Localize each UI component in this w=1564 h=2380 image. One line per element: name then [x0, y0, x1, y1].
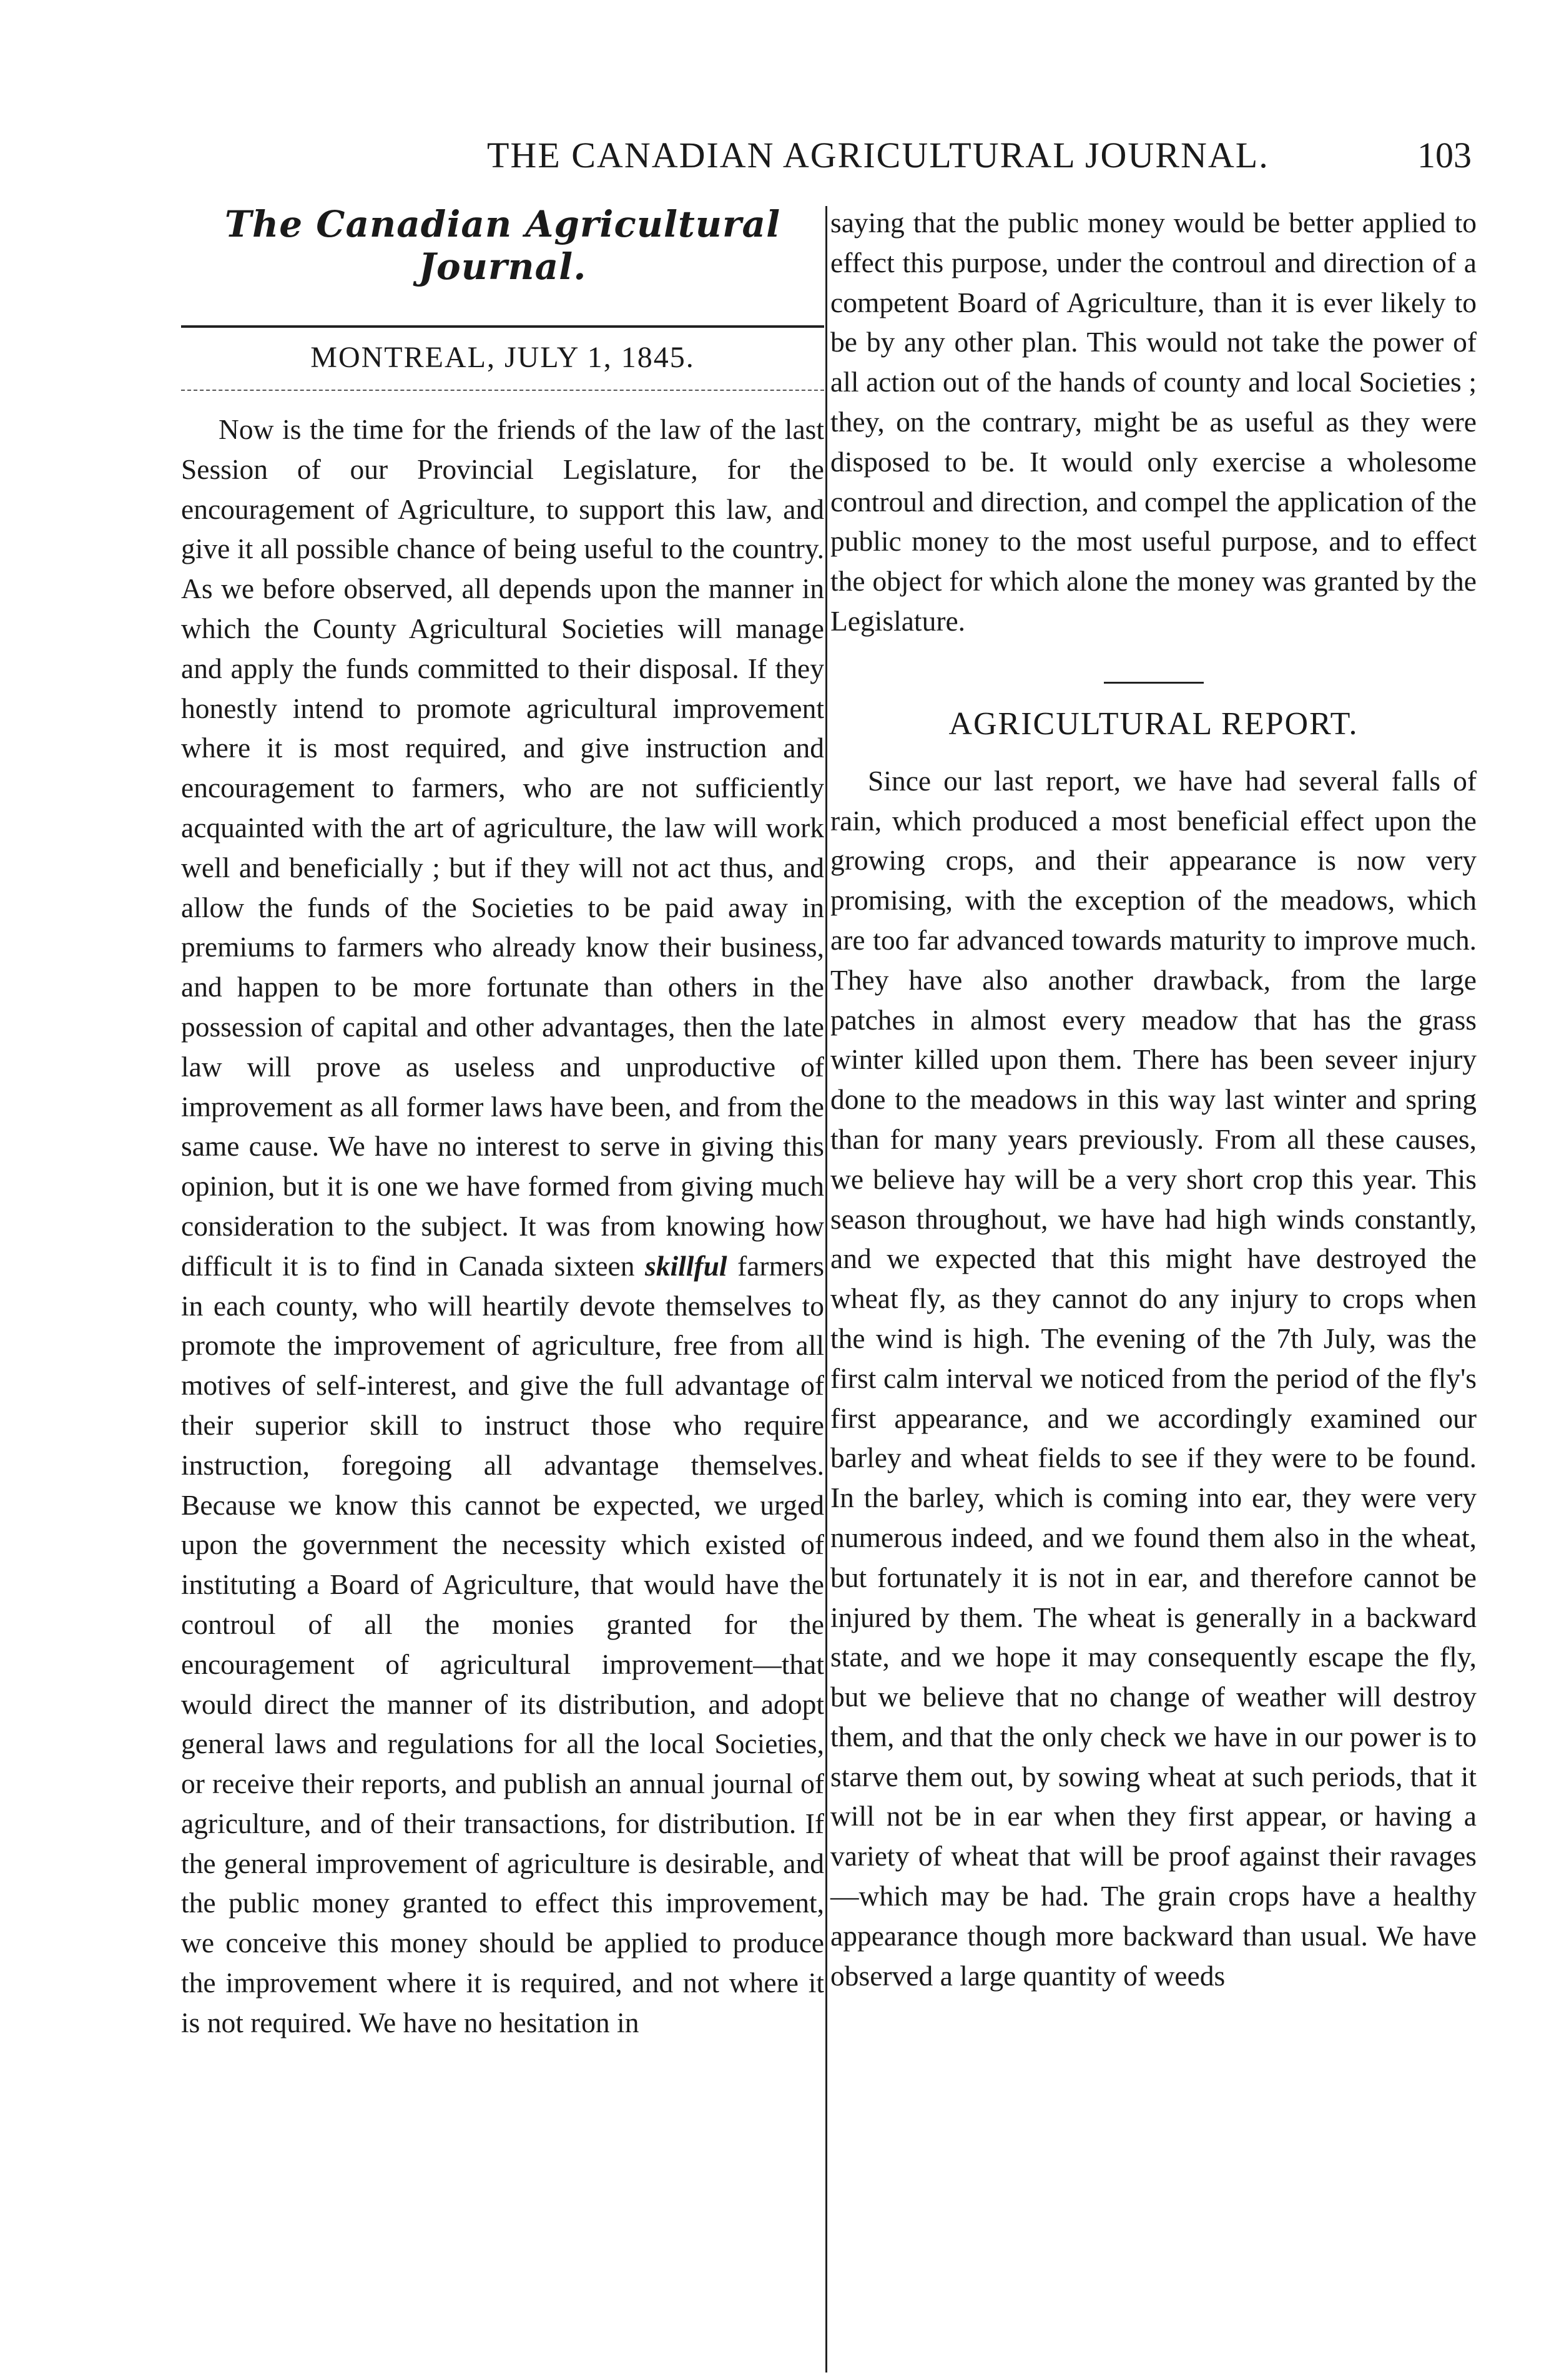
page-number: 103: [1417, 135, 1472, 175]
editorial-paragraph: [181, 410, 824, 2043]
running-title: THE CANADIAN AGRICULTURAL JOURNAL.: [487, 135, 1269, 175]
dateline: MONTREAL, JULY 1, 1845.: [310, 341, 695, 374]
emphasized-word: skillful: [645, 1249, 727, 1282]
section-heading: AGRICULTURAL REPORT.: [948, 706, 1359, 742]
editorial-text-after: farmers in each county, who will heartily devote themselves to promote the improvement of agriculture, free from all motives of self-interest, and give the full advantage of their superior skill to instruct those who require instruction, foregoing all advantage themselves. Because we know this cannot be expected, we urged upon the government the necessity which existed of instituting a Board of Agriculture, that would have the controul of all the monies granted for the encouragement of agricultural improvement—that would direct the manner of its distribution, and adopt general laws and regulations for all the local Societies, or receive their reports, and publish an annual journal of agriculture, and of their transactions, for distribution. If the general improvement of agriculture is desirable, and the public money granted to effect this improvement, we conceive this money should be applied to produce the improvement where it is required, and not where it is not required. We have no hesitation in: [181, 1249, 825, 2038]
editorial-continuation: saying that the public money would be better applied to effect this purpose, under the controul and direction of a competent Board of Agriculture, than it is ever likely to be by any other plan. This would not take the power of all action out of the hands of county and local Societies ; they, on the contrary, might be as useful as they were disposed to be. It would only exercise a wholesome controul and direction, and compel the application of the public money to the most useful purpose, and to effect the object for which alone the money was granted by the Legislature.: [830, 207, 1477, 637]
right-column: [830, 203, 1477, 1995]
left-column: [181, 203, 824, 2043]
journal-masthead: The Canadian Agricultural Journal.: [224, 203, 781, 288]
dateline-rule: [181, 390, 824, 391]
editorial-text-before: Now is the time for the friends of the law of the last Session of our Provincial Legislature, for the encouragement of Agriculture, to support this law, and give it all possible chance of being useful to the country. As we before observed, all depends upon the manner in which the County Agricultural Societies will manage and apply the funds committed to their disposal. If they honestly intend to promote agricultural improvement where it is most required, and give instruction and encouragement to farmers, who are not sufficiently acquainted with the art of agriculture, the law will work well and beneficially ; but if they will not act thus, and allow the funds of the Societies to be paid away in premiums to farmers who already know their business, and happen to be more fortunate than others in the possession of capital and other advantages, then the late law will prove as useless and unproductive of improvement as all former laws have been, and from the same cause. We have no interest to serve in giving this opinion, but it is one we have formed from giving much consideration to the subject. It was from knowing how difficult it is to find in Canada sixteen: [181, 413, 824, 1282]
column-divider: [825, 206, 827, 2373]
running-head: [0, 134, 1564, 190]
masthead-rule: [181, 325, 824, 328]
section-separator: [1104, 682, 1204, 684]
report-paragraph: Since our last report, we have had several falls of rain, which produced a most beneficial effect upon the growing crops, and their appearance is now very promising, with the exception of the meadows, which are too far advanced towards maturity to improve much. They have also another drawback, from the large patches in almost every meadow that has the grass winter killed upon them. There has been seveer injury done to the meadows in this way last winter and spring than for many years previously. From all these causes, we believe hay will be a very short crop this year. This season throughout, we have had high winds constantly, and we expected that this might have destroyed the wheat fly, as they cannot do any injury to crops when the wind is high. The evening of the 7th July, was the first calm interval we noticed from the period of the fly's first appearance, and we accordingly examined our barley and wheat fields to see if they were to be found. In the barley, which is coming into ear, they were very numerous indeed, and we found them also in the wheat, but fortunately it is not in ear, and therefore cannot be injured by them. The wheat is generally in a backward state, and we hope it may consequently escape the fly, but we believe that no change of weather will destroy them, and that the only check we have in our power is to starve them out, by sowing wheat at such periods, that it will not be in ear when they first appear, or having a variety of wheat that will be proof against their ravages—which may be had. The grain crops have a healthy appearance though more backward than usual. We have observed a large quantity of weeds: [830, 764, 1477, 1992]
